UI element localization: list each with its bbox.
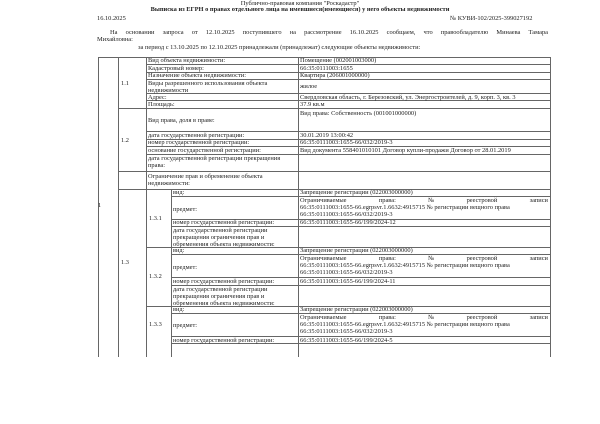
- object-field-label: Кадастровый номер:: [148, 65, 204, 72]
- document-number: № КУВИ-102/2025-399027192: [450, 15, 533, 22]
- object-field-label: Площадь:: [148, 101, 175, 108]
- right-type-label: Вид права, доля в праве:: [148, 117, 215, 124]
- encumbrance-subject-line: 66:35:0111003:1655-66/032/2019-3: [300, 211, 393, 218]
- encumbrance-number: 1.3.2: [149, 273, 162, 280]
- right-field-value: Вид документа 558401010101 Договор купли-продажи Договор от 28.01.2019: [300, 147, 511, 154]
- encumbrance-field-label: номер государственной регистрации:: [173, 219, 275, 226]
- encumbrance-field-value: 66:35:0111003:1655-66/199/2024-5: [300, 337, 393, 344]
- object-field-value: Помещение (002001003000): [300, 57, 377, 64]
- row-number: 1: [98, 202, 102, 209]
- encumbrance-subject-line: 66:35:0111003:1655-66/032/2019-3: [300, 328, 393, 335]
- document-title: Выписка из ЕГРН о правах отдельного лица на имевшиеся(имеющиеся) у него объекты недвижимости: [150, 6, 450, 13]
- encumbrance-subject-line: Ограничиваемые права: № реестровой записи: [300, 197, 548, 204]
- encumbrance-number: 1.3.1: [149, 215, 162, 222]
- encumbrance-field-label: предмет:: [173, 206, 198, 213]
- encumbrance-field-label: предмет:: [173, 322, 198, 329]
- encumbrance-subject-line: Ограничиваемые права: № реестровой записи: [300, 314, 548, 321]
- encumbrance-field-label: номер государственной регистрации:: [173, 337, 275, 344]
- encumbrance-subject-line: 66:35:0111003:1655-66.egrpsvr.1.6632:4915715 № регистрации вещного права: [300, 204, 510, 211]
- encumbrance-field-label: вид:: [173, 306, 185, 313]
- encumbrance-number: 1.3.3: [149, 321, 162, 328]
- encumbrance-field-label: вид:: [173, 189, 185, 196]
- intro-line-1: На основании запроса от 12.10.2025 поступившего на рассмотрение 16.10.2025 сообщаем, что правообладателю Минаева Тамара: [110, 29, 548, 36]
- object-field-label: Виды разрешенного использования объекта недвижимости: [148, 80, 268, 94]
- encumbrance-field-value: 66:35:0111003:1655-66/199/2024-12: [300, 219, 396, 226]
- object-field-value: 66:35:0111003:1655: [300, 65, 353, 72]
- section-number-1-3: 1.3: [121, 259, 129, 266]
- right-field-value: 66:35:0111003:1655-66/032/2019-3: [300, 139, 393, 146]
- encumbrances-title: Ограничение прав и обременение объекта недвижимости:: [148, 173, 263, 187]
- object-field-value: жилое: [300, 83, 318, 90]
- encumbrance-subject-line: 66:35:0111003:1655-66/032/2019-3: [300, 269, 393, 276]
- object-field-label: Адрес:: [148, 94, 167, 101]
- right-field-label: дата государственной регистрации:: [148, 132, 245, 139]
- encumbrance-field-label: предмет:: [173, 264, 198, 271]
- encumbrance-field-value: Запрещение регистрации (022003000000): [300, 189, 413, 196]
- intro-line-3: за период с 13.10.2025 по 12.10.2025 принадлежали (принадлежат) следующие объекты недвижимости:: [138, 44, 421, 51]
- encumbrance-field-label: вид:: [173, 247, 185, 254]
- encumbrance-field-value: 66:35:0111003:1655-66/199/2024-11: [300, 278, 396, 285]
- intro-line-2: Михайловна:: [97, 36, 133, 43]
- right-type-value: Вид права: Собственность (001001000000): [300, 110, 417, 117]
- document-date: 16.10.2025: [97, 15, 126, 22]
- object-field-value: Квартира (206001000000): [300, 72, 370, 79]
- right-field-label: номер государственной регистрации:: [148, 139, 250, 146]
- right-field-label: основание государственной регистрации:: [148, 147, 261, 154]
- encumbrance-subject-line: 66:35:0111003:1655-66.egrpsvr.1.6632:4915715 № регистрации вещного права: [300, 262, 510, 269]
- encumbrance-field-label: дата государственной регистрации прекращения ограничения прав и обременения объекта недвижимости:: [173, 286, 275, 307]
- object-field-label: Назначение объекта недвижимости:: [148, 72, 246, 79]
- encumbrance-subject-line: 66:35:0111003:1655-66.egrpsvr.1.6632:4915715 № регистрации вещного права: [300, 321, 510, 328]
- org-name: Публично-правовая компания "Роскадастр": [240, 0, 360, 7]
- encumbrance-field-value: Запрещение регистрации (022003000000): [300, 247, 413, 254]
- right-field-label: дата государственной регистрации прекращения права:: [148, 155, 281, 169]
- object-field-label: Вид объекта недвижимости:: [148, 57, 226, 64]
- encumbrance-field-label: номер государственной регистрации:: [173, 278, 275, 285]
- right-field-value: 30.01.2019 13:00:42: [300, 132, 354, 139]
- object-field-value: 37.9 кв.м: [300, 101, 325, 108]
- object-field-value: Свердловская область, г. Березовский, ул. Энергостроителей, д. 9, корп. 3, кв. 3: [300, 94, 516, 101]
- encumbrance-subject-line: Ограничиваемые права: № реестровой записи: [300, 255, 548, 262]
- section-number-1-2: 1.2: [121, 137, 129, 144]
- section-number-1-1: 1.1: [121, 80, 129, 87]
- encumbrance-field-value: Запрещение регистрации (022003000000): [300, 306, 413, 313]
- encumbrance-field-label: дата государственной регистрации прекращения ограничения прав и обременения объекта недвижимости:: [173, 227, 275, 248]
